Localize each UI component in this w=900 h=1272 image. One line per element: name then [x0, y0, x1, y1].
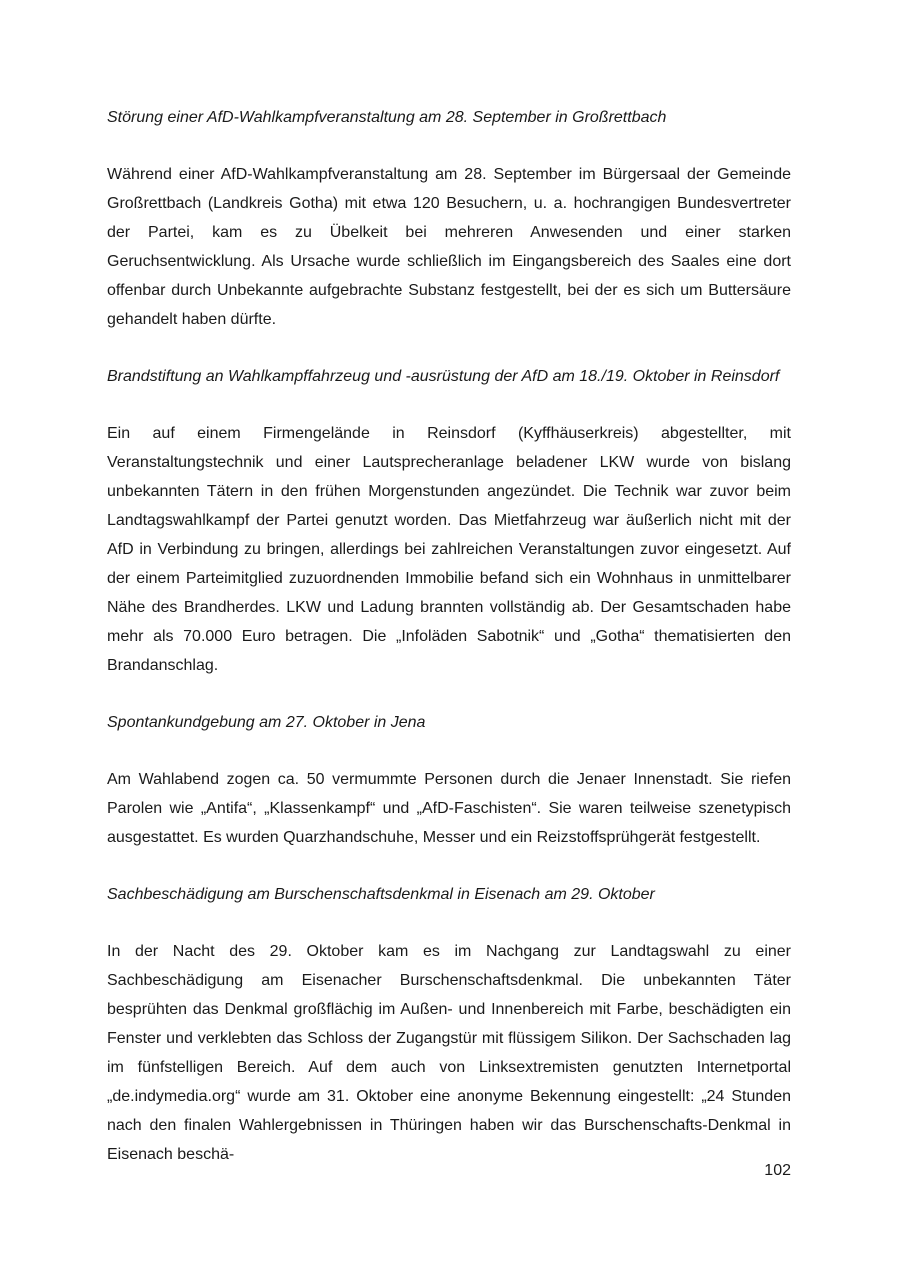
page-number: 102: [764, 1162, 791, 1179]
page-content: [107, 103, 791, 1169]
section-body-grossrettbach: Während einer AfD-Wahlkampfveranstaltung am 28. September im Bürgersaal der Gemeinde Großrettbach (Landkreis Gotha) mit etwa 120 Besuchern, u. a. hochrangigen Bundesvertreter der Partei, kam es zu Übelkeit bei mehreren Anwesenden und einer starken Geruchsentwicklung. Als Ursache wurde schließlich im Eingangsbereich des Saales eine dort offenbar durch Unbekannte aufgebrachte Substanz festgestellt, bei der es sich um Buttersäure gehandelt haben dürfte.: [107, 166, 791, 328]
section-body-eisenach: In der Nacht des 29. Oktober kam es im Nachgang zur Landtagswahl zu einer Sachbeschädigung am Eisenacher Burschenschaftsdenkmal. Die unbekannten Täter besprühten das Denkmal großflächig im Außen- und Innenbereich mit Farbe, beschädigten ein Fenster und verklebten das Schloss der Zugangstür mit flüssigem Silikon. Der Sachschaden lag im fünfstelligen Bereich. Auf dem auch von Linksextremisten genutzten Internetportal „de.indymedia.org“ wurde am 31. Oktober eine anonyme Bekennung eingestellt: „24 Stunden nach den finalen Wahlergebnissen in Thüringen haben wir das Burschenschafts-Denkmal in Eisenach beschä-: [107, 943, 791, 1163]
section-heading-jena: Spontankundgebung am 27. Oktober in Jena: [107, 714, 426, 731]
section-heading-eisenach: Sachbeschädigung am Burschenschaftsdenkmal in Eisenach am 29. Oktober: [107, 886, 655, 903]
section-body-jena: Am Wahlabend zogen ca. 50 vermummte Personen durch die Jenaer Innenstadt. Sie riefen Parolen wie „Antifa“, „Klassenkampf“ und „AfD-Faschisten“. Sie waren teilweise szenetypisch ausgestattet. Es wurden Quarzhandschuhe, Messer und ein Reizstoffsprühgerät festgestellt.: [107, 771, 791, 846]
section-heading-reinsdorf: Brandstiftung an Wahlkampffahrzeug und -ausrüstung der AfD am 18./19. Oktober in Reinsdorf: [107, 368, 780, 385]
section-body-reinsdorf: Ein auf einem Firmengelände in Reinsdorf (Kyffhäuserkreis) abgestellter, mit Veranstaltungstechnik und einer Lautsprecheranlage beladener LKW wurde von bislang unbekannten Tätern in den frühen Morgenstunden angezündet. Die Technik war zuvor beim Landtagswahlkampf der Partei genutzt worden. Das Mietfahrzeug war äußerlich nicht mit der AfD in Verbindung zu bringen, allerdings bei zahlreichen Veranstaltungen zuvor eingesetzt. Auf der einem Parteimitglied zuzuordnenden Immobilie befand sich ein Wohnhaus in unmittelbarer Nähe des Brandherdes. LKW und Ladung brannten vollständig ab. Der Gesamtschaden habe mehr als 70.000 Euro betragen. Die „Infoläden Sabotnik“ und „Gotha“ thematisierten den Brandanschlag.: [107, 425, 791, 674]
section-heading-grossrettbach: Störung einer AfD-Wahlkampfveranstaltung am 28. September in Großrettbach: [107, 109, 667, 126]
